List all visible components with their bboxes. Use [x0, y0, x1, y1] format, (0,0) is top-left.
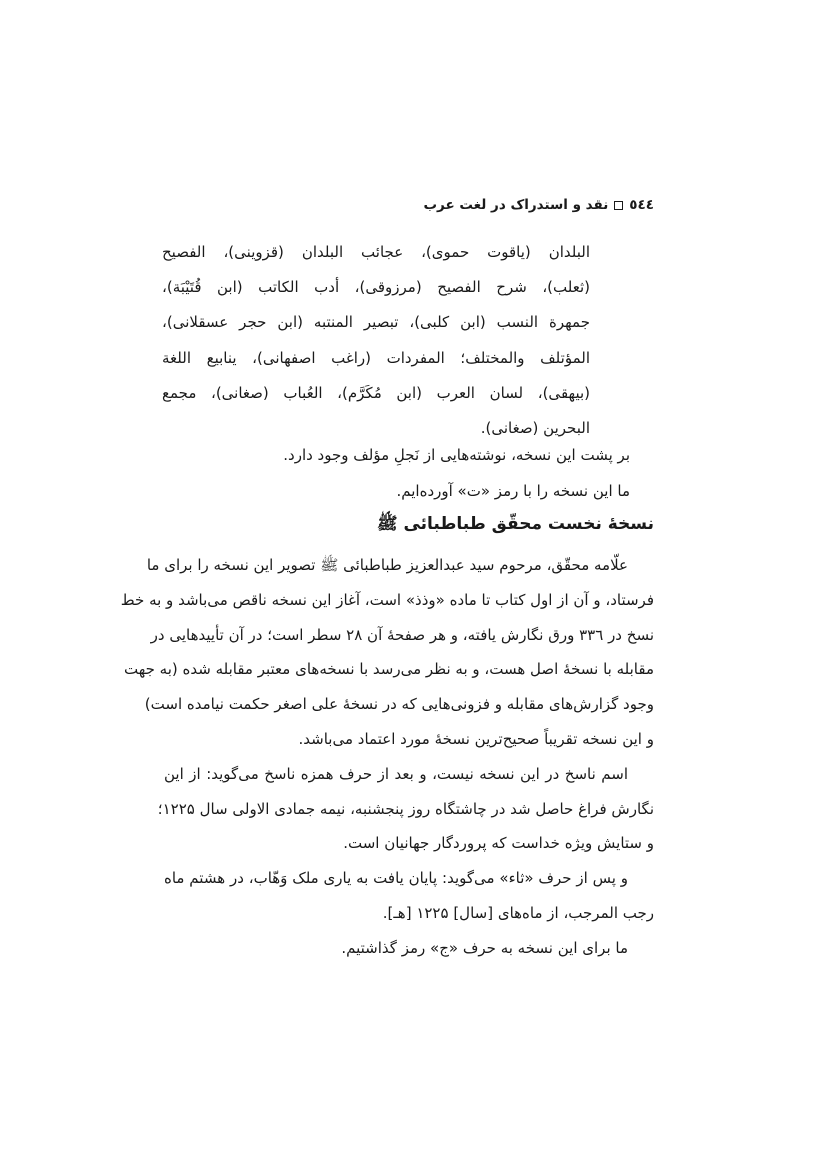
sources-line: البحرین (صغانی).	[480, 419, 590, 438]
paragraph-line: نگارش فراغ حاصل شد در چاشتگاه روز پنجشنبه، نیمه جمادی الاولی سال ۱۲۲۵؛	[157, 799, 654, 818]
paragraph-line: و ستایش ویژه خداست که پروردگار جهانیان است.	[343, 834, 654, 853]
note-line: ما این نسخه را با رمز «ت» آورده‌ایم.	[396, 482, 630, 500]
sources-line: المؤتلف والمختلف؛ المفردات (راغب اصفهانی)، ینابیع اللغة	[162, 348, 590, 367]
paragraph-line: اسم ناسخ در این نسخه نیست، و بعد از حرف همزه ناسخ می‌گوید: از این	[164, 764, 628, 783]
body-text	[120, 548, 654, 966]
paragraph-line: مقابله با نسخهٔ اصل هست، و به نظر می‌رسد با نسخه‌های معتبر مقابله شده (به جهت	[124, 660, 654, 679]
section-title: نسخهٔ نخست محقّق طباطبائی ﷺ	[377, 514, 654, 534]
sources-list	[162, 235, 590, 446]
paragraph-line: وجود گزارش‌های مقابله و فزونی‌هایی که در نسخهٔ علی اصغر حکمت نیامده است)	[144, 695, 654, 714]
paragraph-line: و پس از حرف «ثاء» می‌گوید: پایان یافت به یاری ملک وَهّاب، در هشتم ماه	[164, 869, 628, 888]
paragraph-line: فرستاد، و آن از اول کتاب تا ماده «وذذ» است، آغاز این نسخه ناقص می‌باشد و به خط	[120, 590, 654, 609]
running-header	[423, 197, 654, 213]
paragraph-line: نسخ در ۳۳٦ ورق نگارش یافته، و هر صفحهٔ آن ۲۸ سطر است؛ در آن تأییدهایی در	[150, 625, 654, 644]
page-number: ٥٤٤	[629, 197, 654, 213]
sources-line: (ثعلب)، شرح الفصیح (مرزوقی)، أدب الکاتب (ابن قُتَیْبَة)،	[162, 278, 590, 297]
manuscript-notes	[162, 437, 630, 509]
sources-line: جمهرة النسب (ابن کلبی)، تبصیر المنتبه (ابن حجر عسقلانی)،	[162, 313, 590, 332]
sources-line: (بیهقی)، لسان العرب (ابن مُکَرَّم)، العُباب (صغانی)، مجمع	[162, 383, 590, 402]
sources-line: البلدان (یاقوت حموی)، عجائب البلدان (قزوینی)، الفصیح	[162, 243, 590, 261]
paragraph-line: رجب المرجب، از ماه‌های [سال] ۱۲۲۵ [هـ].	[382, 903, 654, 922]
square-bullet-icon	[614, 201, 623, 210]
running-title: نقد و استدراک در لغت عرب	[423, 197, 609, 213]
note-line: بر پشت این نسخه، نوشته‌هایی از نَجلِ مؤلف وجود دارد.	[283, 446, 630, 464]
paragraph-line: و این نسخه تقریباً صحیح‌ترین نسخهٔ مورد اعتماد می‌باشد.	[298, 729, 654, 748]
paragraph-line: ما برای این نسخه به حرف «ج» رمز گذاشتیم.	[341, 938, 628, 957]
paragraph-line: علّامه محقّق، مرحوم سید عبدالعزیز طباطبائی ﷺ تصویر این نسخه را برای ما	[146, 556, 628, 574]
